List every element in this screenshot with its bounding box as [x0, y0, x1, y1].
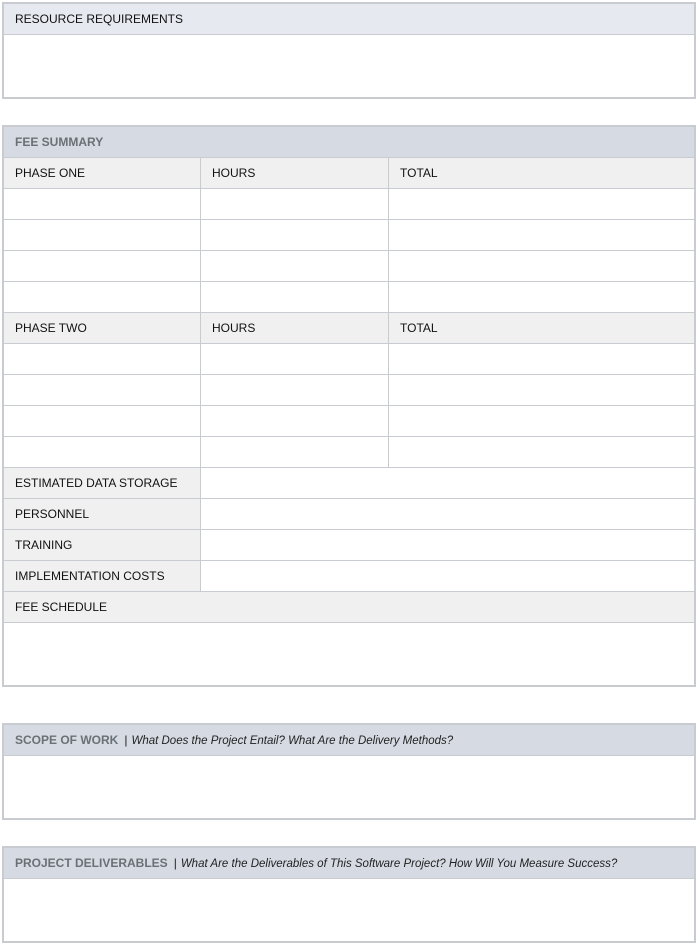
phase-one-cell[interactable]: [4, 251, 201, 282]
personnel-field[interactable]: [201, 499, 695, 530]
resource-requirements-section: [2, 2, 696, 99]
project-deliverables-field[interactable]: [4, 879, 695, 942]
scope-of-work-field[interactable]: [4, 756, 695, 819]
training-label: TRAINING: [4, 530, 201, 561]
phase-one-label: PHASE ONE: [4, 158, 201, 189]
phase-one-cell[interactable]: [4, 189, 201, 220]
phase-two-hours-cell[interactable]: [201, 437, 389, 468]
phase-two-total-cell[interactable]: [389, 406, 695, 437]
fee-schedule-label: FEE SCHEDULE: [4, 592, 695, 623]
phase-one-hours-cell[interactable]: [201, 251, 389, 282]
phase-one-hours-cell[interactable]: [201, 282, 389, 313]
personnel-label: PERSONNEL: [4, 499, 201, 530]
phase-one-cell[interactable]: [4, 282, 201, 313]
phase-two-hours-cell[interactable]: [201, 344, 389, 375]
scope-of-work-title: SCOPE OF WORK: [15, 733, 119, 747]
phase-one-total-cell[interactable]: [389, 282, 695, 313]
phase-two-hours-cell[interactable]: [201, 406, 389, 437]
scope-of-work-section: [2, 723, 696, 820]
resource-requirements-field[interactable]: [4, 35, 695, 98]
phase-one-total-cell[interactable]: [389, 251, 695, 282]
phase-two-hours-header: HOURS: [201, 313, 389, 344]
phase-one-hours-header: HOURS: [201, 158, 389, 189]
training-field[interactable]: [201, 530, 695, 561]
phase-two-total-header: TOTAL: [389, 313, 695, 344]
phase-two-cell[interactable]: [4, 406, 201, 437]
estimated-data-storage-label: ESTIMATED DATA STORAGE: [4, 468, 201, 499]
phase-two-cell[interactable]: [4, 437, 201, 468]
phase-one-total-header: TOTAL: [389, 158, 695, 189]
phase-two-total-cell[interactable]: [389, 344, 695, 375]
phase-two-hours-cell[interactable]: [201, 375, 389, 406]
fee-schedule-field[interactable]: [4, 623, 695, 686]
implementation-costs-field[interactable]: [201, 561, 695, 592]
project-deliverables-header: [4, 848, 695, 879]
phase-two-total-cell[interactable]: [389, 375, 695, 406]
project-deliverables-subtitle: What Are the Deliverables of This Software Project? How Will You Measure Success?: [180, 858, 618, 870]
phase-two-label: PHASE TWO: [4, 313, 201, 344]
fee-summary-title: FEE SUMMARY: [15, 135, 104, 149]
project-deliverables-separator: |: [173, 856, 177, 870]
scope-of-work-separator: |: [124, 733, 128, 747]
scope-of-work-header: [4, 725, 695, 756]
phase-one-cell[interactable]: [4, 220, 201, 251]
phase-two-cell[interactable]: [4, 344, 201, 375]
fee-summary-header: [4, 127, 695, 158]
project-deliverables-title: PROJECT DELIVERABLES: [15, 856, 168, 870]
phase-two-cell[interactable]: [4, 375, 201, 406]
project-deliverables-section: [2, 846, 696, 943]
phase-one-hours-cell[interactable]: [201, 189, 389, 220]
resource-requirements-header: [4, 4, 695, 35]
scope-of-work-subtitle: What Does the Project Entail? What Are the Delivery Methods?: [131, 735, 454, 747]
estimated-data-storage-field[interactable]: [201, 468, 695, 499]
fee-summary-section: [2, 125, 696, 687]
phase-one-total-cell[interactable]: [389, 220, 695, 251]
resource-requirements-title: RESOURCE REQUIREMENTS: [15, 12, 184, 26]
implementation-costs-label: IMPLEMENTATION COSTS: [4, 561, 201, 592]
phase-two-total-cell[interactable]: [389, 437, 695, 468]
phase-one-total-cell[interactable]: [389, 189, 695, 220]
phase-one-hours-cell[interactable]: [201, 220, 389, 251]
